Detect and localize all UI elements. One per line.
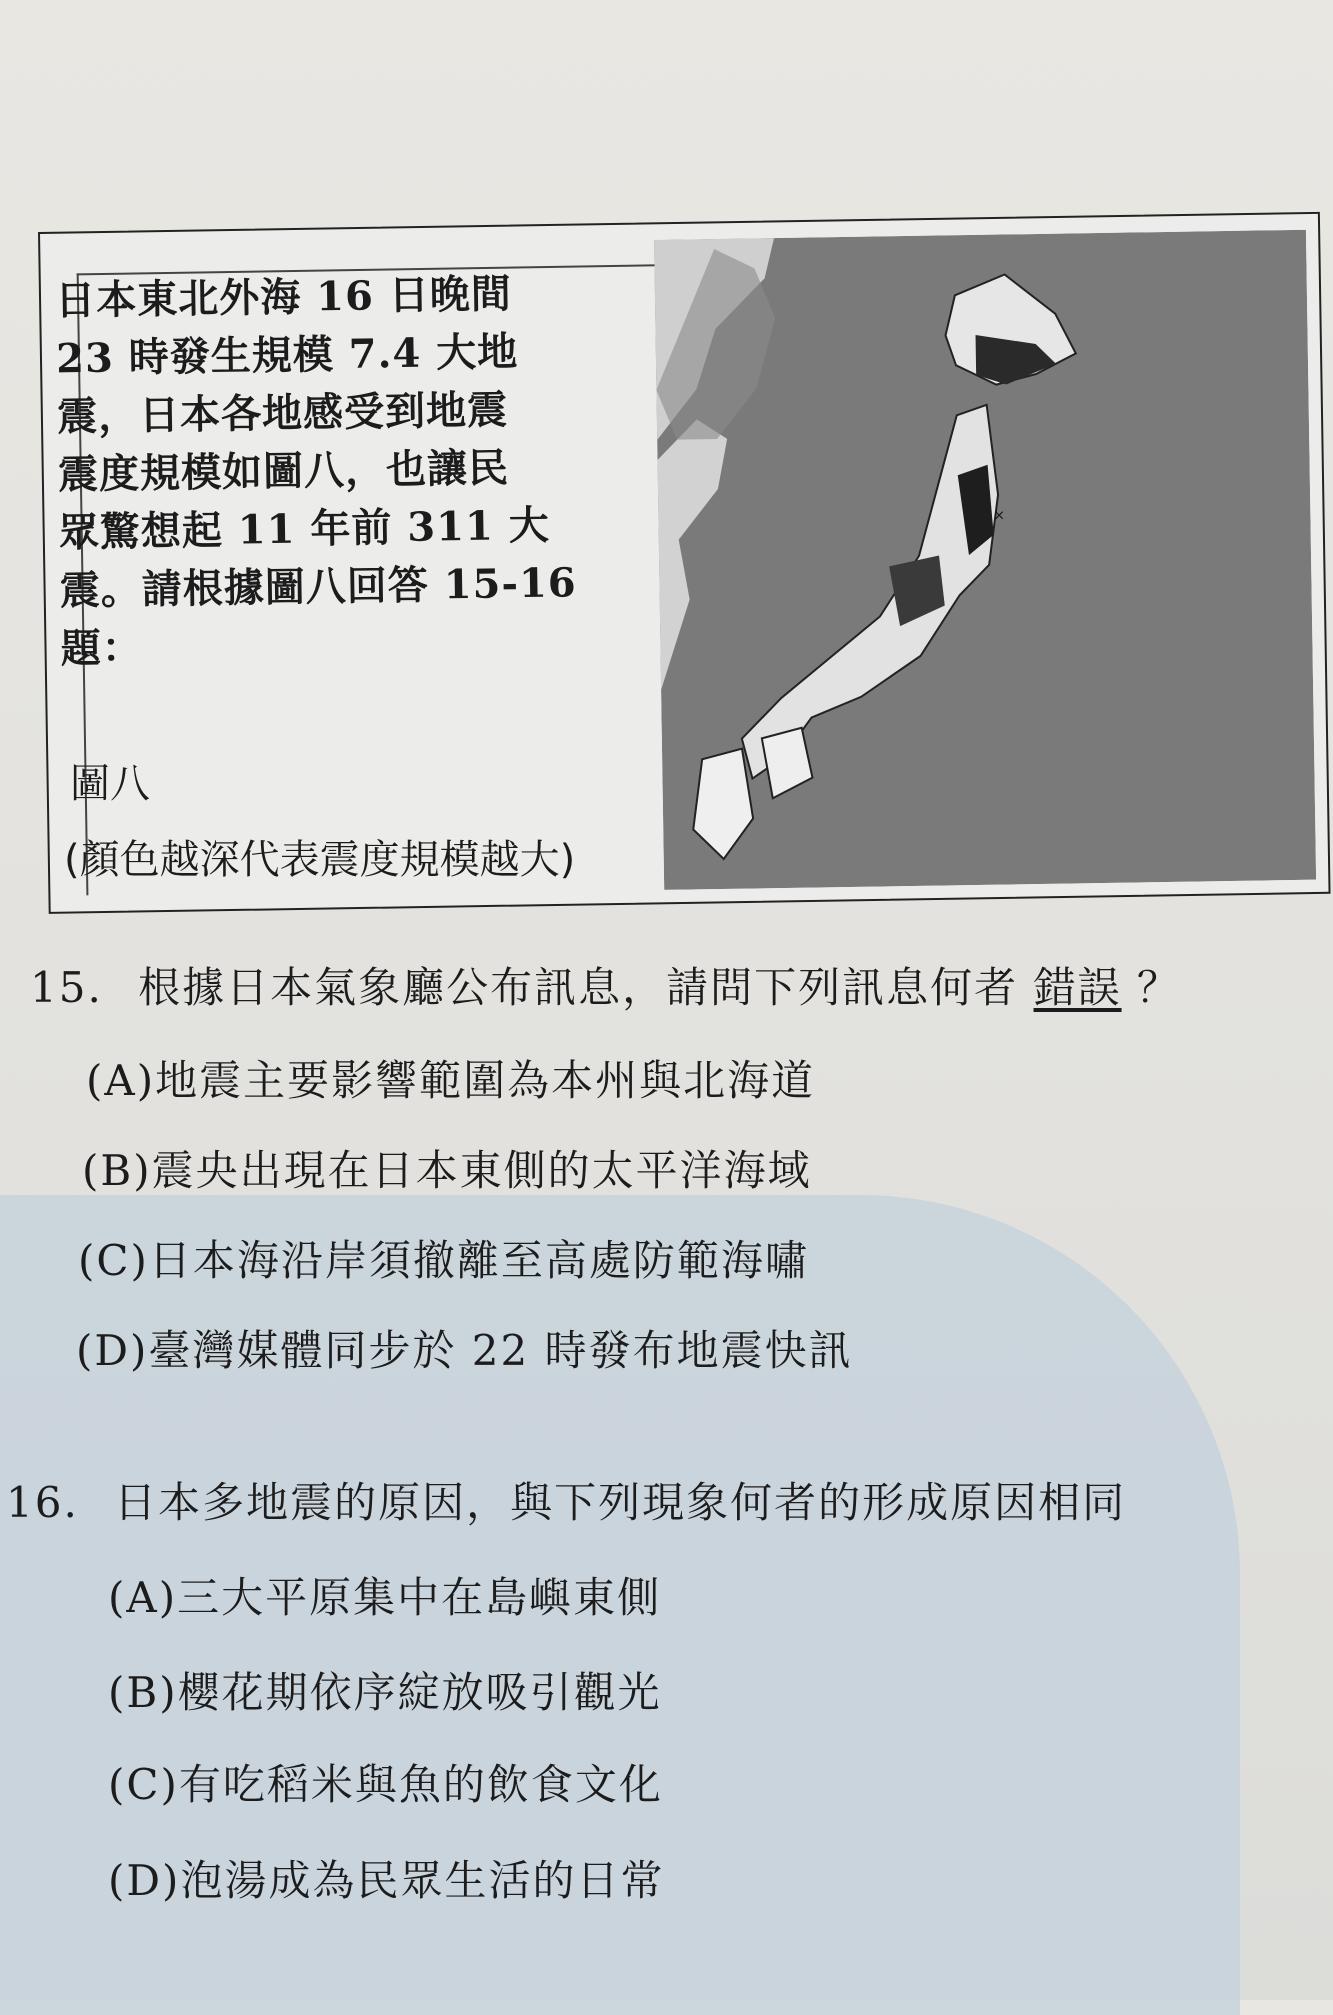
figure-label: 圖八 xyxy=(70,761,150,807)
option-15-a: (A)地震主要影響範圍為本州與北海道 xyxy=(86,1056,816,1105)
figure-intro-text xyxy=(55,264,621,679)
option-16-a: (A)三大平原集中在島嶼東側 xyxy=(108,1573,662,1622)
option-16-b: (B)櫻花期依序綻放吸引觀光 xyxy=(108,1668,662,1717)
japan-intensity-map-icon xyxy=(654,230,1316,890)
question-end: ？ xyxy=(1136,963,1181,1012)
intro-line: 震，日本各地感受到地震 xyxy=(56,386,509,441)
question-16 xyxy=(6,1470,1126,1530)
intro-line: 日本東北外海 16 日晚間 xyxy=(54,270,513,325)
question-emphasis: 錯誤 xyxy=(1033,963,1122,1012)
figure-note: (顏色越深代表震度規模越大) xyxy=(64,837,576,883)
question-stem: 日本多地震的原因，與下列現象何者的形成原因相同 xyxy=(114,1478,1127,1527)
intro-line: 震度規模如圖八，也讓民 xyxy=(57,444,510,499)
option-16-d: (D)泡湯成為民眾生活的日常 xyxy=(108,1856,665,1905)
intro-line: 眾驚想起 11 年前 311 大 xyxy=(58,501,551,557)
question-number: 16. xyxy=(6,1478,79,1527)
option-15-b: (B)震央出現在日本東側的太平洋海域 xyxy=(82,1146,812,1195)
option-15-c: (C)日本海沿岸須撤離至高處防範海嘯 xyxy=(78,1236,809,1285)
intro-line: 23 時發生規模 7.4 大地 xyxy=(55,328,519,383)
intro-line: 震。請根據圖八回答 15-16 xyxy=(59,559,578,615)
intro-line: 題： xyxy=(60,624,144,673)
epicenter-marker-icon: × xyxy=(993,507,1006,524)
option-15-d: (D)臺灣媒體同步於 22 時發布地震快訊 xyxy=(76,1326,853,1375)
question-15 xyxy=(30,955,1181,1015)
option-16-c: (C)有吃稻米與魚的飲食文化 xyxy=(108,1760,663,1809)
question-stem: 根據日本氣象廳公布訊息，請問下列訊息何者 xyxy=(138,963,1019,1012)
question-number: 15. xyxy=(30,963,103,1012)
